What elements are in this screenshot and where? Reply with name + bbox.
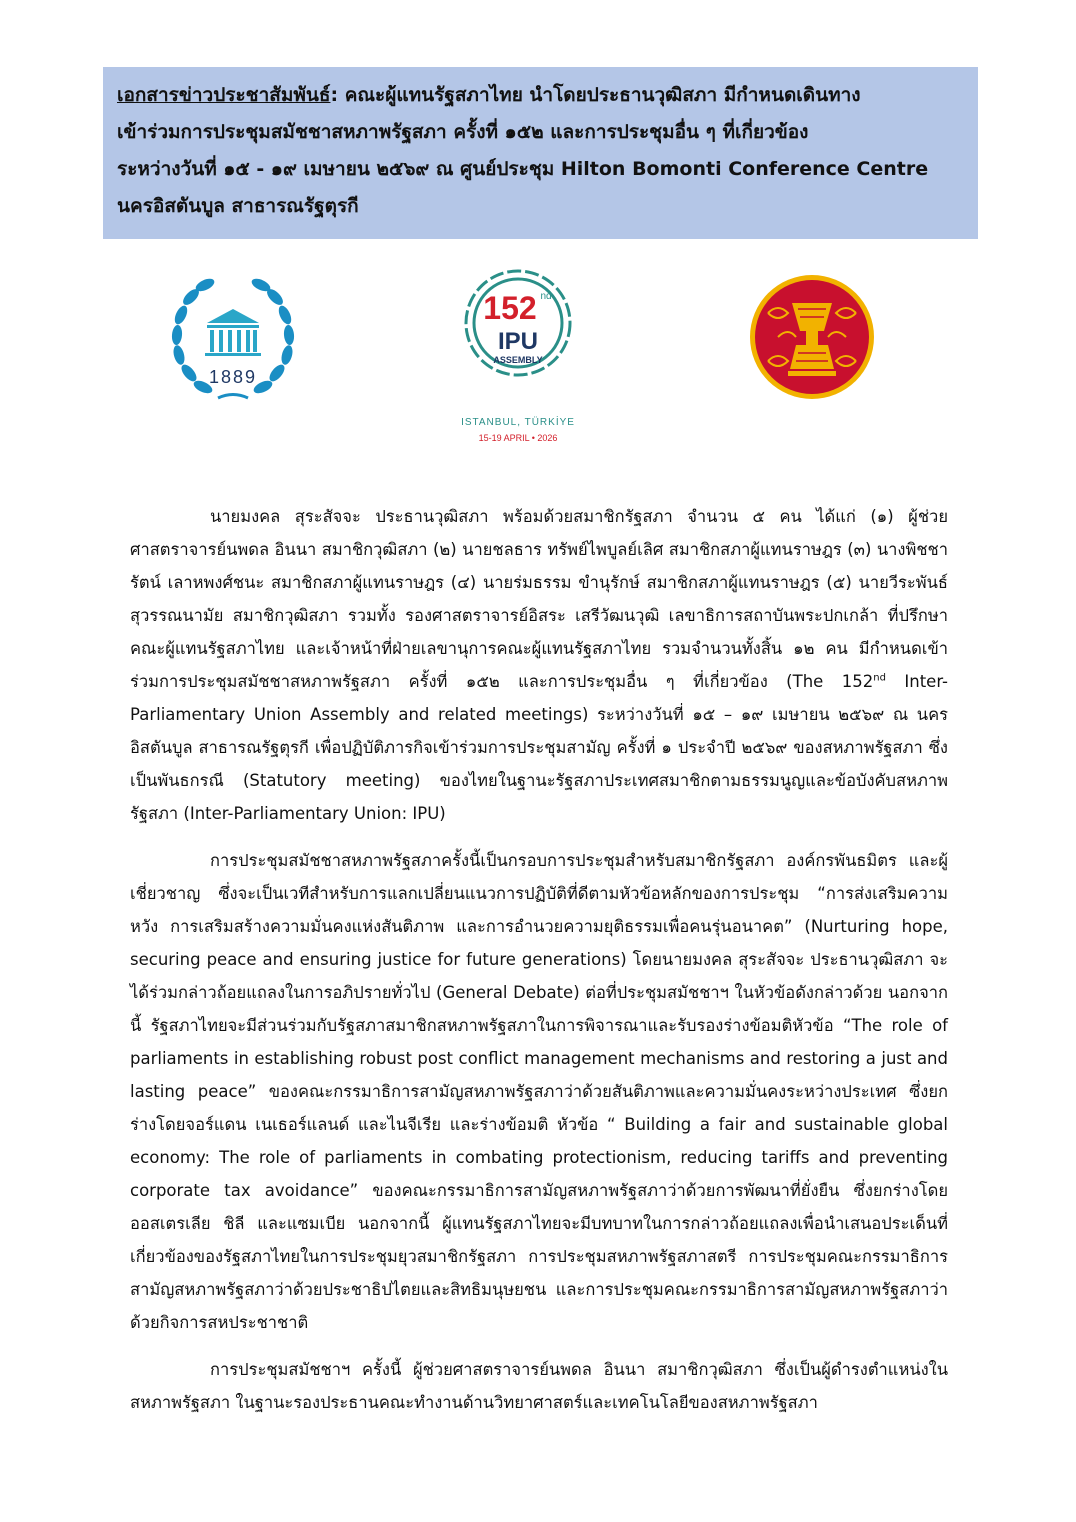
header-line-2: เข้าร่วมการประชุมสมัชชาสหภาพรัฐสภา ครั้งที่ ๑๕๒ และการประชุมอื่น ๆ ที่เกี่ยวข้อง (117, 121, 809, 143)
assembly-ordinal: nd (540, 291, 552, 302)
ordinal-superscript: nd (873, 672, 886, 684)
thai-parliament-emblem (748, 273, 876, 401)
paragraph-1 (130, 500, 948, 830)
logo-row (0, 255, 1076, 465)
ipu-year: 1889 (208, 367, 258, 387)
assembly-number: 152 (483, 290, 537, 326)
header-label: เอกสารข่าวประชาสัมพันธ์ (117, 84, 331, 106)
press-release-header (103, 67, 978, 239)
paragraph-2: การประชุมสมัชชาสหภาพรัฐสภาครั้งนี้เป็นกรอบการประชุมสำหรับสมาชิกรัฐสภา องค์กรพันธมิตร และผู้เชี่ยวชาญ ซึ่งจะเป็นเวทีสำหรับการแลกเปลี่ยนแนวการปฏิบัติที่ดีตามหัวข้อหลักของการประชุม “การส่งเสริมความหวัง การเสริมสร้างความมั่นคงแห่งสันติภาพ และการอำนวยความยุติธรรมเพื่อคนรุ่นอนาคต” (Nurturing hope, securing peace and ensuring justice for future generations) โดยนายมงคล สุระสัจจะ ประธานวุฒิสภา จะได้ร่วมกล่าวถ้อยแถลงในการอภิปรายทั่วไป (General Debate) ต่อที่ประชุมสมัชชาฯ ในหัวข้อดังกล่าวด้วย นอกจากนี้ รัฐสภาไทยจะมีส่วนร่วมกับรัฐสภาสมาชิกสหภาพรัฐสภาในการพิจารณาและรับรองร่างข้อมติหัวข้อ “The role of parliaments in establishing robust post conflict management mechanisms and restoring a just and lasting peace” ของคณะกรรมาธิการสามัญสหภาพรัฐสภาว่าด้วยสันติภาพและความมั่นคงระหว่างประเทศ ซึ่งยกร่างโดยจอร์แดน เนเธอร์แลนด์ และไนจีเรีย และร่างข้อมติ หัวข้อ “ Building a fair and sustainable global economy: The role of parliaments in combating protectionism, reducing tariffs and preventing corporate tax avoidance” ของคณะกรรมาธิการสามัญสหภาพรัฐสภาว่าด้วยการพัฒนาที่ยั่งยืน ซึ่งยกร่างโดยออสเตรเลีย ชิลี และแซมเบีย นอกจากนี้ ผู้แทนรัฐสภาไทยจะมีบทบาทในการกล่าวถ้อยแถลงเพื่อนำเสนอประเด็นที่เกี่ยวข้องของรัฐสภาไทยในการประชุมยุวสมาชิกรัฐสภา การประชุมสหภาพรัฐสภาสตรี การประชุมคณะกรรมาธิการสามัญสหภาพรัฐสภาว่าด้วยประชาธิปไตยและสิทธิมนุษยชน และการประชุมคณะกรรมาธิการสามัญสหภาพรัฐสภาว่าด้วยกิจการสหประชาชาติ (130, 851, 948, 1332)
header-line-4: นครอิสตันบูล สาธารณรัฐตุรกี (117, 195, 359, 217)
ipu-logo (163, 273, 303, 403)
paragraph-1-part-a: นายมงคล สุระสัจจะ ประธานวุฒิสภา พร้อมด้วยสมาชิกรัฐสภา จำนวน ๕ คน ได้แก่ (๑) ผู้ช่วยศาสตราจารย์นพดล อินนา สมาชิกวุฒิสภา (๒) นายชลธาร ทรัพย์ไพบูลย์เลิศ สมาชิกสภาผู้แทนราษฎร (๓) นางพิชชารัตน์ เลาหพงศ์ชนะ สมาชิกสภาผู้แทนราษฎร (๔) นายร่มธรรม ขำนุรักษ์ สมาชิกสภาผู้แทนราษฎร (๕) นายวีระพันธ์ สุวรรณนามัย สมาชิกวุฒิสภา รวมทั้ง รองศาสตราจารย์อิสระ เสรีวัฒนวุฒิ เลขาธิการสถาบันพระปกเกล้า ที่ปรึกษาคณะผู้แทนรัฐสภาไทย และเจ้าหน้าที่ฝ่ายเลขานุการคณะผู้แทนรัฐสภาไทย รวมจำนวนทั้งสิ้น ๑๒ คน มีกำหนดเข้าร่วมการประชุมสมัชชาสหภาพรัฐสภา ครั้งที่ ๑๕๒ และการประชุมอื่น ๆ ที่เกี่ยวข้อง (The 152 (130, 507, 948, 691)
assembly-word: ASSEMBLY (493, 355, 543, 365)
assembly-ipu: IPU (497, 328, 539, 355)
press-release-body (130, 500, 948, 1433)
paragraph-1-part-b: Inter-Parliamentary Union Assembly and related meetings) ระหว่างวันที่ ๑๕ – ๑๙ เมษายน ๒๕๖๙ ณ นครอิสตันบูล สาธารณรัฐตุรกี เพื่อปฏิบัติภารกิจเข้าร่วมการประชุมสามัญ ครั้งที่ ๑ ประจำปี ๒๕๖๙ ของสหภาพรัฐสภา ซึ่งเป็นพันธกรณี (Statutory meeting) ของไทยในฐานะรัฐสภาประเทศสมาชิกตามธรรมนูญและข้อบังคับสหภาพรัฐสภา (Inter-Parliamentary Union: IPU) (130, 672, 949, 823)
assembly-dates: 15-19 APRIL • 2026 (478, 433, 558, 443)
ipu-assembly-logo (458, 257, 608, 457)
header-line-3: ระหว่างวันที่ ๑๕ - ๑๙ เมษายน ๒๕๖๙ ณ ศูนย์ประชุม Hilton Bomonti Conference Centre (117, 158, 929, 180)
assembly-city: ISTANBUL, TÜRKİYE (461, 417, 575, 428)
parliament-building-icon (205, 309, 261, 356)
paragraph-3: การประชุมสมัชชาฯ ครั้งนี้ ผู้ช่วยศาสตราจารย์นพดล อินนา สมาชิกวุฒิสภา ซึ่งเป็นผู้ดำรงตำแหน่งในสหภาพรัฐสภา ในฐานะรองประธานคณะทำงานด้านวิทยาศาสตร์และเทคโนโลยีของสหภาพรัฐสภา (130, 1360, 948, 1412)
header-line-1 (117, 77, 964, 114)
header-line-1-rest: : คณะผู้แทนรัฐสภาไทย นำโดยประธานวุฒิสภา มีกำหนดเดินทาง (330, 84, 861, 106)
